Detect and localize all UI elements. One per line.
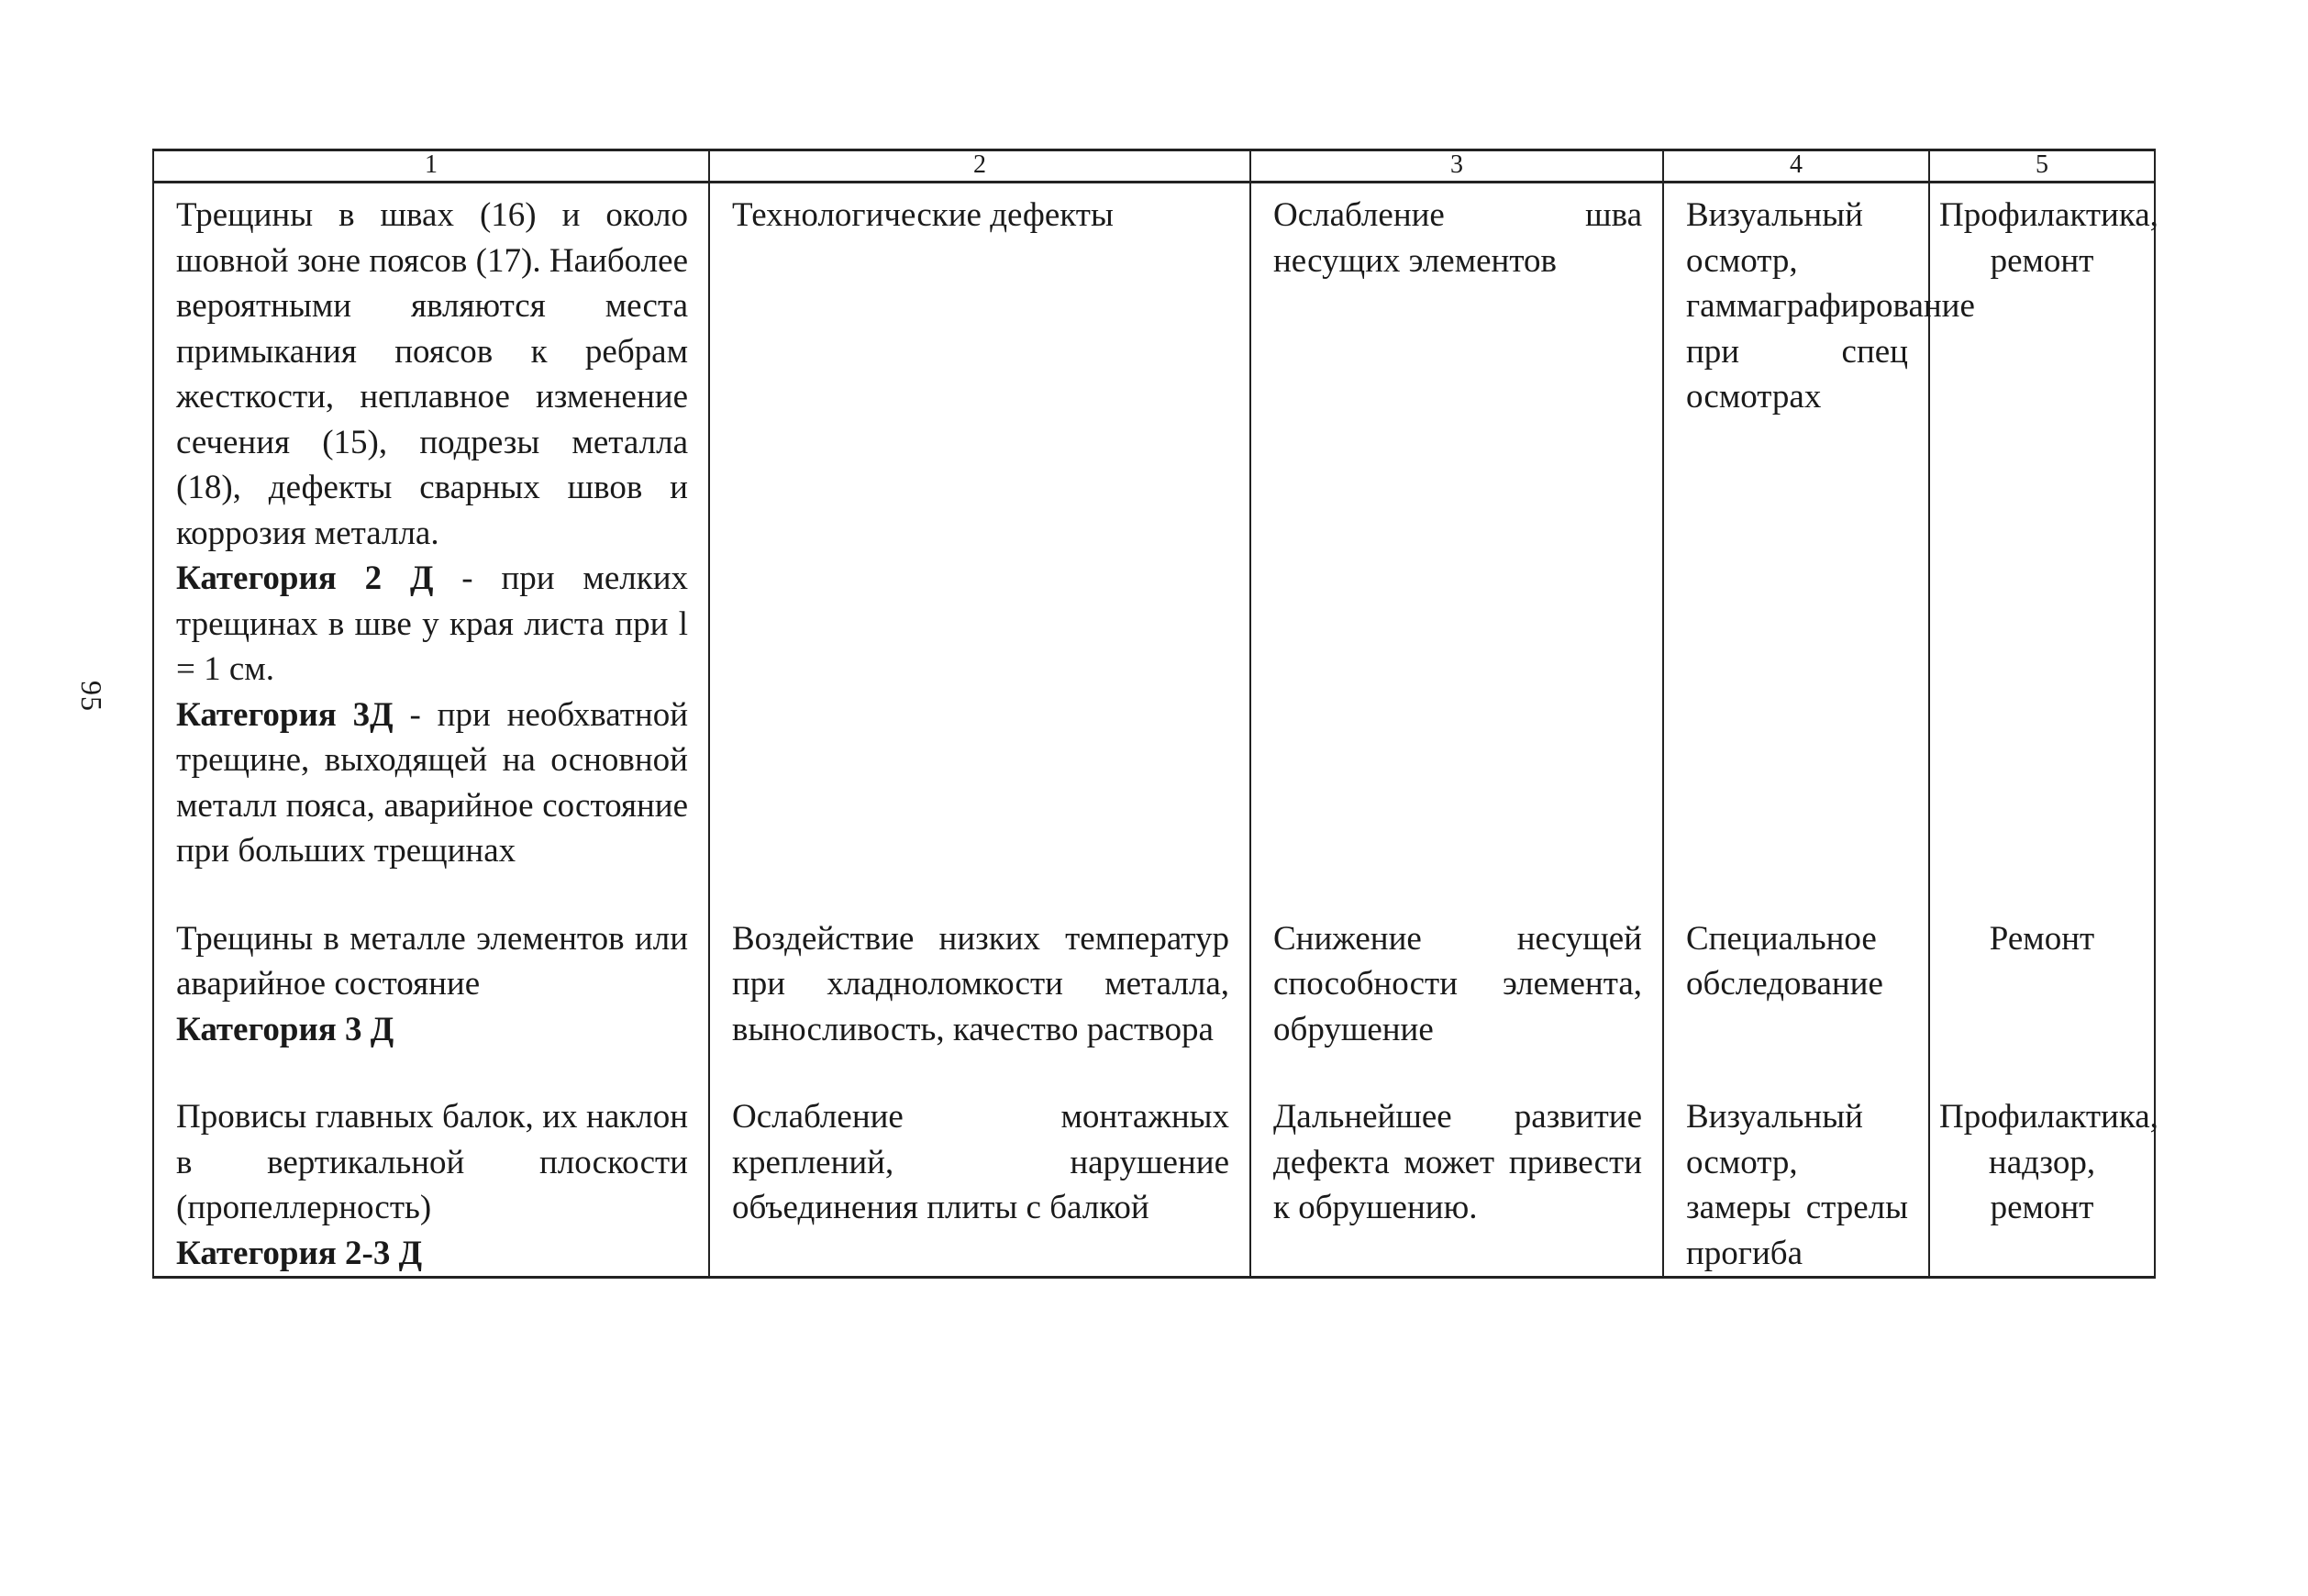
category-note — [176, 693, 688, 874]
consequence-cell: Снижение несущей способности элемента, обрушение — [1250, 907, 1663, 1086]
page-number: 95 — [75, 681, 108, 712]
category-note — [176, 556, 688, 693]
cause-cell: Ослабление монтажных креплений, нарушение объединения плиты с балкой — [709, 1085, 1250, 1278]
action-cell: Ремонт — [1929, 907, 2155, 1086]
category-label: Категория 3 Д — [176, 1010, 394, 1048]
table-row — [153, 907, 2155, 1086]
category-note-text: - при необхватной трещине, выходящей на основной металл пояса, аварийное состояние при больших трещинах — [176, 695, 689, 870]
column-number-2: 2 — [709, 150, 1250, 183]
defect-description-cell — [153, 1085, 709, 1278]
category-label: Категория 2 Д — [176, 560, 434, 597]
defect-description-cell — [153, 183, 709, 907]
column-number-1: 1 — [153, 150, 709, 183]
defects-table — [152, 149, 2156, 1279]
defect-description-text: Трещины в металле элементов или аварийное состояние — [176, 919, 688, 1003]
consequence-cell: Ослабление шва несущих элементов — [1250, 183, 1663, 907]
action-cell: Профилактика, надзор, ремонт — [1929, 1085, 2155, 1278]
category-label: Категория 3Д — [176, 695, 394, 734]
defect-description-text: Трещины в швах (16) и около шовной зоне поясов (17). Наиболее вероятными являются места примыкания поясов к ребрам жесткости, неплавное изменение сечения (15), подрезы металла (18), дефекты сварных швов и коррозия металла. — [176, 196, 688, 552]
inspection-method-cell: Визуальный осмотр, гаммаграфирование при спец осмотрах — [1663, 183, 1929, 907]
category-note-text: - при мелких трещинах в шве у края листа при l = 1 см. — [176, 560, 688, 688]
inspection-method-cell: Специальное обследование — [1663, 907, 1929, 1086]
consequence-cell: Дальнейшее развитие дефекта может привести к обрушению. — [1250, 1085, 1663, 1278]
column-number-5: 5 — [1929, 150, 2155, 183]
cause-cell: Воздействие низких температур при хладноломкости металла, выносливость, качество раствора — [709, 907, 1250, 1086]
column-number-4: 4 — [1663, 150, 1929, 183]
column-number-3: 3 — [1250, 150, 1663, 183]
cause-cell: Технологические дефекты — [709, 183, 1250, 907]
table-row — [153, 183, 2155, 907]
defect-description-cell — [153, 907, 709, 1086]
table-row — [153, 1085, 2155, 1278]
defects-table-container — [152, 149, 2158, 1279]
action-cell: Профилактика, ремонт — [1929, 183, 2155, 907]
column-number-row — [153, 150, 2155, 183]
category-label: Категория 2-3 Д — [176, 1234, 423, 1272]
inspection-method-cell: Визуальный осмотр, замеры стрелы прогиба — [1663, 1085, 1929, 1278]
defect-description-text: Провисы главных балок, их наклон в вертикальной плоскости (пропеллерность) — [176, 1098, 688, 1226]
